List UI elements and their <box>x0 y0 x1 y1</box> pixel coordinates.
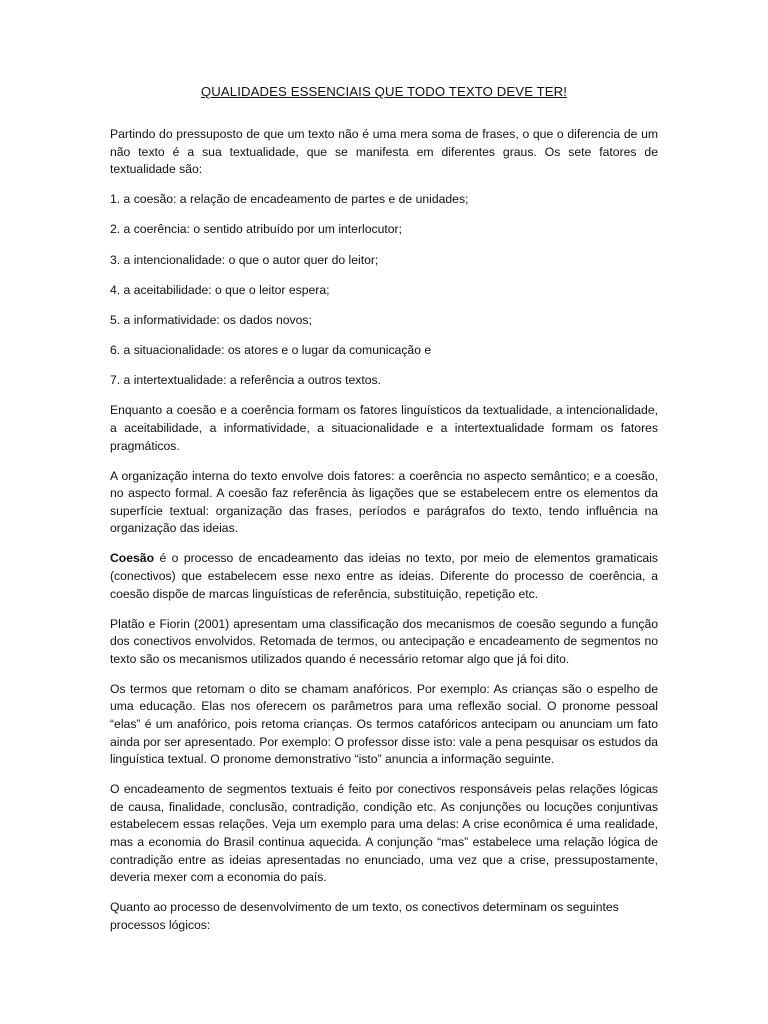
factor-item-4: 4. a aceitabilidade: o que o leitor espera; <box>110 282 330 297</box>
factor-item-7: 7. a intertextualidade: a referência a outros textos. <box>110 373 381 388</box>
coesao-paragraph <box>110 550 658 603</box>
organization-paragraph: A organização interna do texto envolve dois fatores: a coerência no aspecto semântico; e a coesão, no aspecto formal. A coesão faz referência às ligações que se estabelecem entre os elementos da superfície textual: organização das frases, períodos e parágrafos do texto, tendo influência na organização das ideias. <box>110 468 658 536</box>
anaforicos-paragraph: Os termos que retomam o dito se chamam anafóricos. Por exemplo: As crianças são o espelho de uma educação. Elas nos oferecem os parâmetros para uma reflexão social. O pronome pessoal “elas” é um anafórico, pois retoma crianças. Os termos catafóricos antecipam ou anunciam um fato ainda por ser apresentado. Por exemplo: O professor disse isto: vale a pena pesquisar os estudos da linguística textual. O pronome demonstrativo “isto” anuncia a informação seguinte. <box>110 681 658 767</box>
platao-paragraph: Platão e Fiorin (2001) apresentam uma classificação dos mecanismos de coesão segundo a função dos conectivos envolvidos. Retomada de termos, ou antecipação e encadeamento de segmentos no texto são os mecanismos utilizados quando é necessário retomar algo que já foi dito. <box>110 616 658 666</box>
factor-item-1: 1. a coesão: a relação de encadeamento de partes e de unidades; <box>110 192 469 207</box>
processos-paragraph: Quanto ao processo de desenvolvimento de um texto, os conectivos determinam os seguintes processos lógicos: <box>110 900 619 932</box>
factor-item-2: 2. a coerência: o sentido atribuído por um interlocutor; <box>110 222 402 237</box>
coesao-term: Coesão <box>110 551 155 566</box>
intro-paragraph: Partindo do pressuposto de que um texto não é uma mera soma de frases, o que o diferencia de um não texto é a sua textualidade, que se manifesta em diferentes graus. Os sete fatores de textualidade são: <box>110 127 658 177</box>
factor-item-5: 5. a informatividade: os dados novos; <box>110 312 312 327</box>
factor-item-3: 3. a intencionalidade: o que o autor quer do leitor; <box>110 252 379 267</box>
document-body <box>110 126 658 947</box>
coesao-definition: é o processo de encadeamento das ideias no texto, por meio de elementos gramaticais (conectivos) que estabelecem esse nexo entre as ideias. Diferente do processo de coerência, a coesão dispõe de marcas linguísticas de referência, substituição, repetição etc. <box>110 551 658 601</box>
encadeamento-paragraph: O encadeamento de segmentos textuais é feito por conectivos responsáveis pelas relações lógicas de causa, finalidade, conclusão, contradição, condição etc. As conjunções ou locuções conjuntivas estabelecem essas relações. Veja um exemplo para uma delas: A crise econômica é uma realidade, mas a economia do Brasil continua aquecida. A conjunção “mas” estabelece uma relação lógica de contradição entre as ideias apresentadas no enunciado, uma vez que a crise, pressupostamente, deveria mexer com a economia do país. <box>110 782 658 885</box>
factor-item-6: 6. a situacionalidade: os atores e o lugar da comunicação e <box>110 343 432 358</box>
document-title: QUALIDADES ESSENCIAIS QUE TODO TEXTO DEVE TER! <box>200 84 568 99</box>
factors-groups-paragraph: Enquanto a coesão e a coerência formam os fatores linguísticos da textualidade, a intencionalidade, a aceitabilidade, a informatividade, a situacionalidade e a intertextualidade formam os fatores pragmáticos. <box>110 403 658 453</box>
